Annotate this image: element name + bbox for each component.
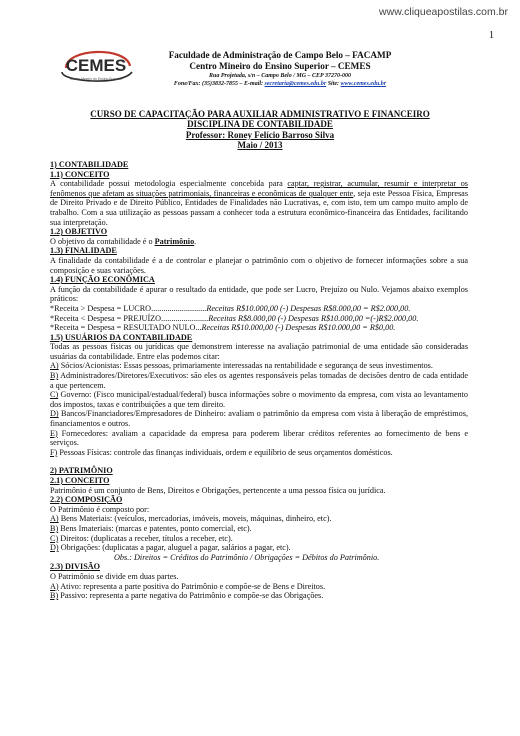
paragraph-text: A contabilidade possui metodologia especialmente concebida para — [50, 179, 288, 189]
site-prefix: Site: — [326, 81, 341, 87]
list-item — [50, 543, 468, 553]
paragraph-text: O objetivo da contabilidade é o — [50, 236, 155, 246]
example-line — [50, 304, 468, 314]
example-line — [50, 323, 468, 333]
subsection-heading: 1.1) CONCEITO — [50, 169, 110, 179]
list-text: Governo: (Fisco municipal/estadual/federal) busca informações sobre o movimento da empresa, com vista ao levantamento dos impostos, taxas e contribuições a que tem direito. — [50, 390, 468, 409]
subsection-heading: 1.3) FINALIDADE — [50, 246, 117, 256]
example-label: *Receita = Despesa = RESULTADO NULO... — [50, 323, 202, 333]
logo-text: CEMES — [65, 56, 127, 75]
subsection-heading: 2.2) COMPOSIÇÃO — [50, 495, 123, 505]
list-letter: A) — [50, 361, 59, 371]
institution-line2: Centro Mineiro do Ensino Superior – CEMES — [189, 61, 371, 71]
list-item — [50, 390, 468, 409]
list-item — [50, 448, 468, 458]
subsection-heading: 2.1) CONCEITO — [50, 476, 110, 485]
paragraph-text: . — [194, 236, 197, 246]
list-text: Pessoas Físicas: controle das finanças individuais, ordem e equilíbrio de seus orçamentos domésticos. — [57, 447, 393, 457]
list-item — [50, 371, 468, 390]
paragraph: O Patrimônio se divide em duas partes. — [50, 571, 179, 581]
institution-line1: Faculdade de Administração de Campo Belo – FACAMP — [168, 50, 392, 60]
paragraph — [50, 179, 468, 227]
paragraph: Patrimônio é um conjunto de Bens, Direitos e Obrigações, pertencente a uma pessoa física ou jurídica. — [50, 485, 386, 495]
list-letter: C) — [50, 533, 59, 543]
list-text: Sócios/Acionistas: Essas pessoas, primariamente interessadas na rentabilidade e segurança de seus investimentos. — [58, 361, 433, 371]
list-item — [50, 591, 468, 601]
course-professor: Professor: Roney Felício Barroso Silva — [185, 129, 335, 140]
list-item — [50, 514, 468, 524]
list-letter: D) — [50, 543, 59, 553]
site-link[interactable]: www.cemes.edu.br — [340, 81, 387, 87]
course-header — [36, 109, 484, 151]
institution-contact — [140, 80, 420, 88]
example-calc: Receitas R$8.000,00 (-) Despesas R$10.000,00 =(-)R$2.000,00. — [208, 313, 419, 323]
list-letter: B) — [50, 523, 59, 533]
contact-prefix: Fone/Fax: (35)3832-7855 – E-mail: — [173, 81, 265, 87]
list-letter: A) — [50, 581, 59, 591]
paragraph: Todas as pessoas físicas ou jurídicas que demonstrem interesse na avaliação patrimonial de uma entidade são consideradas usuárias da contabilidade. Entre elas podemos citar: — [50, 342, 468, 361]
watermark: www.cliqueapostilas.com.br — [379, 6, 508, 18]
list-text: Direitos: (duplicatas a receber, títulos a receber, etc). — [58, 533, 233, 543]
list-item — [50, 409, 468, 428]
paragraph: A função da contabilidade é apurar o resultado da entidade, que pode ser Lucro, Prejuízo ou Nulo. Vejamos abaixo exemplos práticos: — [50, 284, 468, 304]
list-text: Bens Imateriais: (marcas e patentes, ponto comercial, etc). — [58, 523, 252, 533]
paragraph — [50, 237, 468, 247]
observation-note: Obs.: Direitos = Créditos do Patrimônio / Obrigações = Débitos do Patrimônio. — [114, 552, 380, 562]
page-number: 1 — [489, 30, 494, 41]
list-letter: D) — [50, 409, 59, 419]
logo-subtext: Centro Mineiro do Ensino Superior — [69, 77, 123, 81]
subsection-heading: 2.3) DIVISÃO — [50, 562, 101, 572]
paragraph-text: , seja este Pessoa Física, Empresas de Direito Privado e de Direito Público, Entidades de Finalidades não Lucrativas, e, com isto, tem um campo muito amplo de trabalho. Com a sua utilização as pessoas passam a conhecer toda a estrutura econômico-financeira das Entidades, facilitando sua interpretação. — [50, 188, 469, 227]
list-text: Bancos/Financiadores/Empresadores de Dinheiro: avaliam o patrimônio da empresa com vista à liberação de empréstimos, financiamentos e outros. — [50, 409, 468, 429]
list-text: Obrigações: (duplicatas a pagar, aluguel a pagar, salários a pagar, etc). — [58, 543, 291, 553]
list-letter: F) — [50, 447, 58, 457]
paragraph-underlined-text: captar, registrar, acumular, resumir e interpretar os fenômenos que afetam as situações patrimoniais, financeiras e econômicas de qualquer ente — [50, 179, 468, 198]
list-item — [50, 582, 468, 592]
list-letter: A) — [50, 514, 59, 524]
example-calc: Receitas R$10.000,00 (-) Despesas R$8.000,00 = R$2.000,00. — [206, 303, 411, 313]
cemes-logo — [52, 42, 140, 88]
list-text: Ativo: representa a parte positiva do Patrimônio e compõe-se de Bens e Direitos. — [58, 581, 326, 591]
list-text: Fornecedores: avaliam a capacidade da empresa para poderem liberar créditos referentes ao fornecimento de bens e serviços. — [50, 428, 468, 448]
list-letter: B) — [50, 591, 59, 601]
keyword: Patrimônio — [154, 236, 195, 246]
list-text: Passivo: representa a parte negativa do Patrimônio e compõe-se das Obrigações. — [58, 591, 324, 601]
course-date: Maio / 2013 — [237, 140, 283, 151]
subsection-heading: 1.5) USUÁRIOS DA CONTABILIDADE — [50, 332, 193, 342]
email-link[interactable]: secretaria@cemes.edu.br — [264, 81, 327, 87]
subsection-heading: 1.4) FUNÇÃO ECONÔMICA — [50, 275, 155, 285]
list-text: Bens Materiais: (veículos, mercadorias, imóveis, moveis, máquinas, dinheiro, etc). — [58, 514, 332, 524]
institution-header — [140, 50, 420, 88]
section-title: 1) CONTABILIDADE — [50, 160, 129, 169]
course-title: CURSO DE CAPACITAÇÃO PARA AUXILIAR ADMINISTRATIVO E FINANCEIRO — [90, 109, 430, 119]
paragraph: A finalidade da contabilidade é a de controlar e planejar o patrimônio com o objetivo de fornecer informações sobre a sua composição e suas variações. — [50, 255, 468, 275]
example-calc: Receitas R$10.000,00 (-) Despesas R$10.000,00 = R$0,00. — [201, 323, 396, 333]
list-item — [50, 361, 468, 371]
subsection-heading: 1.2) OBJETIVO — [50, 227, 108, 237]
example-line — [50, 314, 468, 324]
list-letter: C) — [50, 390, 59, 400]
section-title: 2) PATRIMÔNIO — [50, 466, 113, 476]
institution-address: Rua Projetada, s/n – Campo Belo / MG – CEP 37270-000 — [209, 73, 351, 79]
example-label: *Receita < Despesa = PREJUÍZO....................... — [50, 313, 209, 323]
list-item — [50, 524, 468, 534]
paragraph: O Patrimônio é composto por: — [50, 504, 150, 514]
list-item — [50, 534, 468, 544]
example-label: *Receita > Despesa = LUCRO........................... — [50, 303, 207, 313]
list-letter: B) — [50, 371, 59, 381]
document-body — [50, 160, 468, 601]
list-text: Administradores/Diretores/Executivos: são eles os agentes responsáveis pelas tomadas de decisões dentro de cada entidade a que pertencem. — [50, 371, 468, 390]
course-discipline: DISCIPLINA DE CONTABILIDADE — [187, 119, 333, 130]
list-letter: E) — [50, 428, 58, 438]
list-item — [50, 429, 468, 448]
